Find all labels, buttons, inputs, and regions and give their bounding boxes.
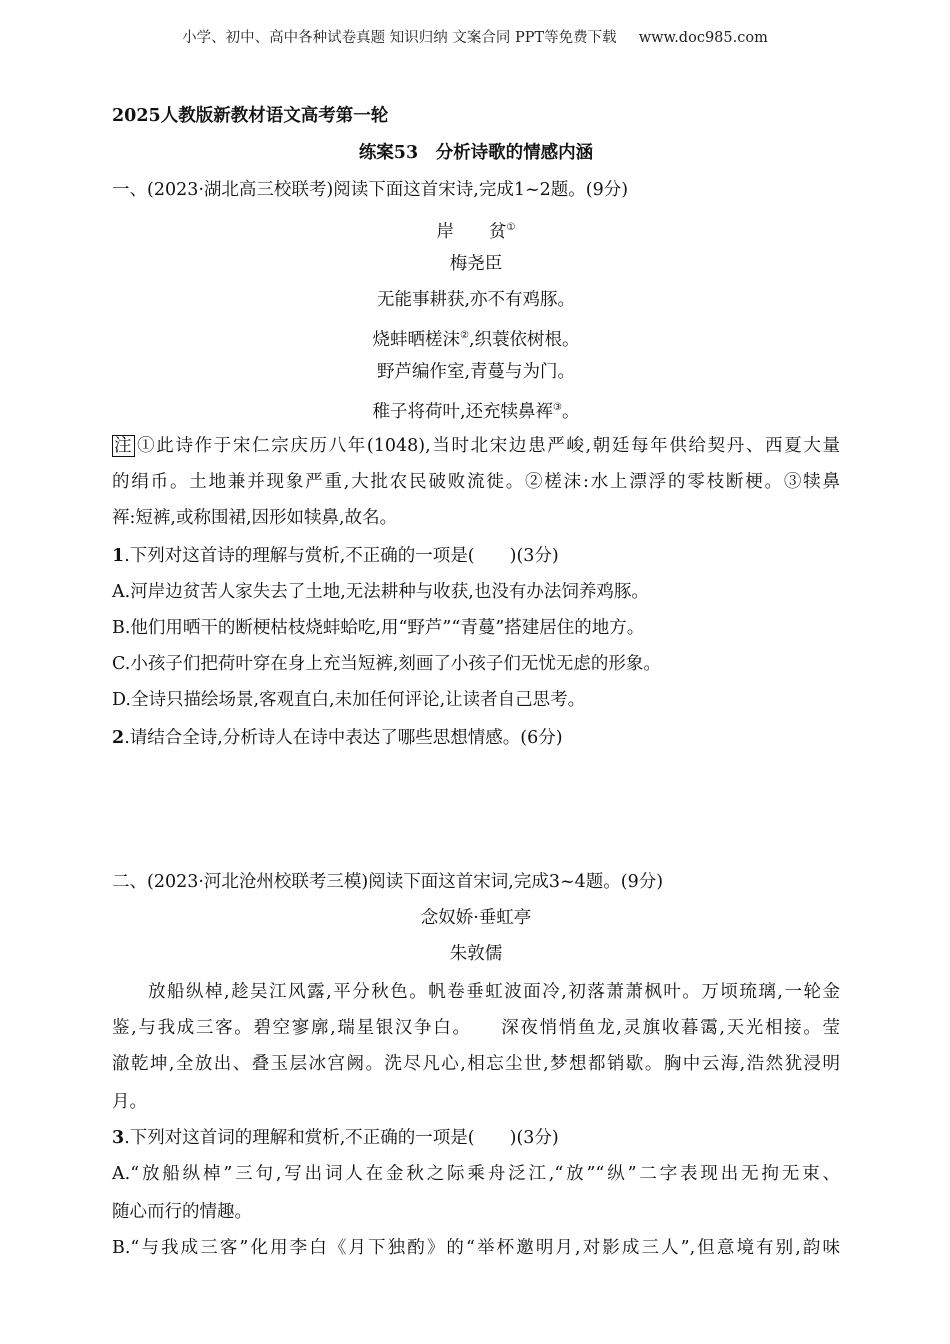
poem2-author: 朱敦儒 [449, 944, 503, 964]
poem1-line-2-rest: ,织蓑依树根。 [468, 330, 580, 350]
poem2-body-line-3: 澈乾坤,全放出、叠玉层冰宫阙。洗尽凡心,相忘尘世,梦想都销歇。胸中云海,浩然犹浸明 [112, 1054, 840, 1074]
note-line-1-text: ①此诗作于宋仁宗庆历八年(1048),当时北宋边患严峻,朝廷每年供给契丹、西夏大量 [137, 436, 840, 456]
section1-intro: 一、(2023·湖北高三校联考)阅读下面这首宋诗,完成1~2题。(9分) [112, 180, 629, 200]
poem1-title [112, 216, 840, 244]
poem1-line-3: 野芦编作室,青蔓与为门。 [376, 362, 576, 382]
q3-stem-text: .下列对这首词的理解和赏析,不正确的一项是( )(3分) [124, 1128, 559, 1148]
poem1-line-1: 无能事耕获,亦不有鸡豚。 [376, 290, 576, 310]
header-tagline: 小学、初中、高中各种试卷真题 知识归纳 文案合同 PPT等免费下载 [182, 30, 617, 46]
q2-number: 2 [112, 728, 125, 748]
section2-intro: 二、(2023·河北沧州校联考三模)阅读下面这首宋词,完成3~4题。(9分) [112, 872, 664, 892]
q1-option-b: B.他们用晒干的断梗枯枝烧蚌蛤吃,用“野芦”“青蔓”搭建居住的地方。 [112, 618, 645, 638]
note-label: 注 [114, 436, 134, 456]
header-url[interactable]: www.doc985.com [638, 30, 768, 46]
q1-option-c: C.小孩子们把荷叶穿在身上充当短裤,刻画了小孩子们无忧无虑的形象。 [112, 654, 661, 674]
poem1-line-4 [112, 396, 840, 424]
poem2-body-line-1: 放船纵棹,趁吴江风露,平分秋色。帆卷垂虹波面冷,初落萧萧枫叶。万顷琉璃,一轮金 [148, 982, 840, 1002]
poem1-line-4-rest: 。 [562, 402, 580, 422]
q2-stem [112, 726, 563, 750]
q1-stem-text: .下列对这首诗的理解与赏析,不正确的一项是( )(3分) [124, 546, 559, 566]
note-line-2: 的绢币。土地兼并现象严重,大批农民破败流徙。②槎沫:水上漂浮的零枝断梗。③犊鼻 [112, 472, 840, 492]
q3-option-a-cont: 随心而行的情趣。 [112, 1202, 252, 1222]
poem1-author: 梅尧臣 [449, 254, 503, 274]
poem2-body-line-4: 月。 [112, 1092, 147, 1112]
q1-option-d: D.全诗只描绘场景,客观直白,未加任何评论,让读者自己思考。 [112, 690, 586, 710]
q3-stem [112, 1126, 559, 1150]
poem1-line-2-text: 烧蚌晒槎沫 [372, 330, 460, 350]
poem1-line-4-text: 稚子将荷叶,还充犊鼻裈 [372, 402, 554, 422]
poem1-line-4-note-mark: ③ [553, 402, 563, 413]
q3-option-a: A.“放船纵棹”三句,写出词人在金秋之际乘舟泛江,“放”“纵”二字表现出无拘无束、 [112, 1164, 840, 1184]
poem1-title-note-mark: ① [506, 222, 516, 233]
poem1-line-2-note-mark: ② [459, 330, 469, 341]
page-header [0, 26, 950, 47]
poem1-line-2 [112, 324, 840, 352]
lesson-title: 练案53 分析诗歌的情感内涵 [358, 143, 594, 163]
poem2-body-line-2: 鉴,与我成三客。碧空寥廓,瑞星银汉争白。 深夜悄悄鱼龙,灵旗收暮霭,天光相接。莹 [112, 1018, 840, 1038]
poem1-title-text: 岸 贫 [436, 222, 507, 242]
series-title: 2025人教版新教材语文高考第一轮 [112, 106, 389, 126]
q3-number: 3 [112, 1128, 125, 1148]
note-line-1 [112, 434, 840, 458]
q2-stem-text: .请结合全诗,分析诗人在诗中表达了哪些思想情感。(6分) [124, 728, 563, 748]
note-line-3: 裈:短裤,或称围裙,因形如犊鼻,故名。 [112, 508, 398, 528]
q3-option-b: B.“与我成三客”化用李白《月下独酌》的“举杯邀明月,对影成三人”,但意境有别,韵味 [112, 1238, 840, 1258]
q1-stem [112, 544, 559, 568]
q1-number: 1 [112, 546, 125, 566]
q1-option-a: A.河岸边贫苦人家失去了土地,无法耕种与收获,也没有办法饲养鸡豚。 [112, 582, 649, 602]
poem2-title: 念奴娇·垂虹亭 [420, 908, 532, 928]
